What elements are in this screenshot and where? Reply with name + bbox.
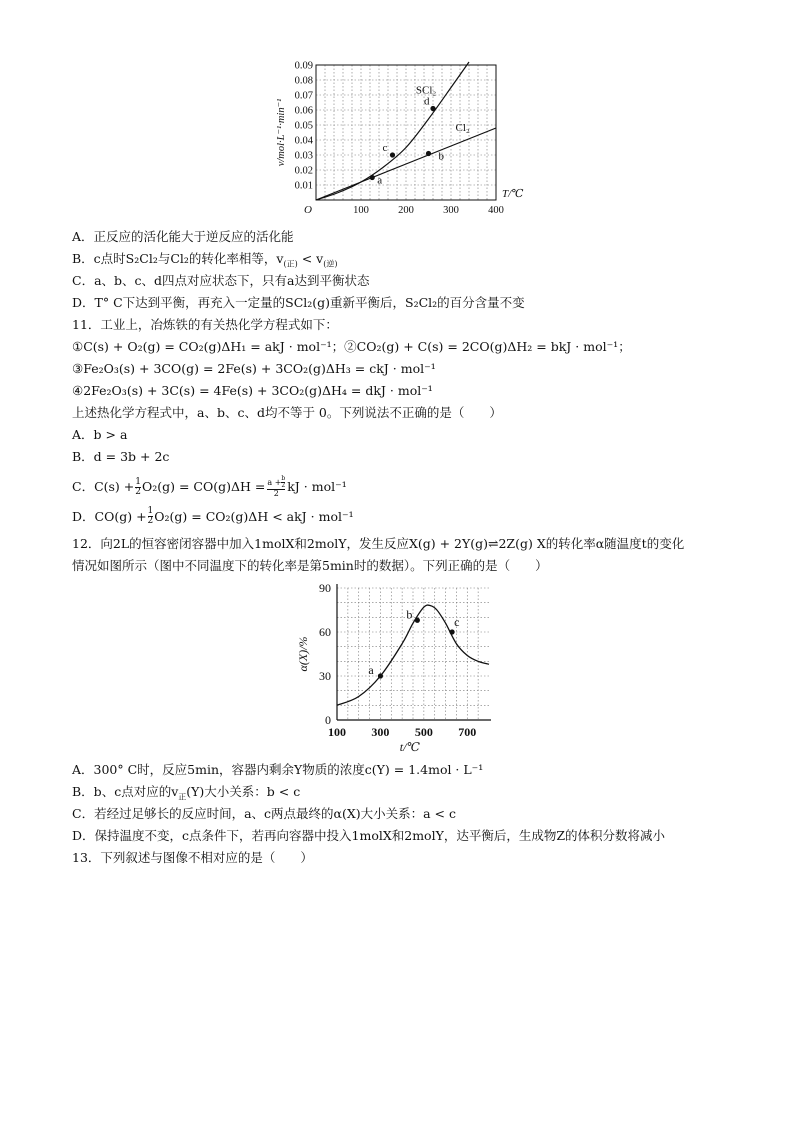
x-axis-label: t/℃ xyxy=(399,740,420,754)
x-tick-label: 100 xyxy=(328,725,346,739)
q13-stem: 13．下列叙述与图像不相对应的是（ ） xyxy=(72,850,313,865)
q10-sub-forward: (正) xyxy=(283,259,298,269)
x-axis-label: T/℃ xyxy=(502,188,524,200)
q12-option-a: A．300° C时，反应5min，容器内剩余Y物质的浓度c(Y) = 1.4mol · L⁻¹ xyxy=(72,762,484,777)
series-label-scl2: SCl₂ xyxy=(415,84,437,97)
q11-option-c xyxy=(72,476,347,498)
x-tick-label: 100 xyxy=(353,205,369,216)
y-tick-label: 0.07 xyxy=(294,90,313,102)
y-tick-label: 30 xyxy=(319,669,331,683)
q11-stem: 11．工业上，冶炼铁的有关热化学方程式如下： xyxy=(72,317,338,332)
y-axis-label: v/mol·L⁻¹·min⁻¹ xyxy=(276,98,287,167)
q11-option-d xyxy=(72,507,354,526)
y-tick-label: 0.06 xyxy=(294,105,313,117)
x-tick-label: 200 xyxy=(398,205,414,216)
q11-equation-4: ④2Fe₂O₃(s) + 3C(s) = 4Fe(s) + 3CO₂(g)ΔH₄ = dkJ · mol⁻¹ xyxy=(72,383,433,398)
fraction-numerator: 1 xyxy=(135,476,141,487)
nested-numerator: b xyxy=(281,475,286,482)
y-tick-label: 0.01 xyxy=(294,180,313,192)
rate-chart-svg xyxy=(270,55,540,225)
q11-question: 上述热化学方程式中，a、b、c、d均不等于 0。下列说法不正确的是（ ） xyxy=(72,405,502,420)
q10-option-d: D．T° C下达到平衡，再充入一定量的SCl₂(g)重新平衡后，S₂Cl₂的百分含量不变 xyxy=(72,295,525,310)
fraction-one-half-d xyxy=(148,507,154,526)
series-scl2-curve xyxy=(316,62,469,200)
x-tick-label: 300 xyxy=(443,205,459,216)
q11-option-d-start: D．CO(g) + xyxy=(72,508,147,524)
figure-conversion-vs-temperature xyxy=(285,580,500,758)
point-a-marker xyxy=(370,175,375,180)
point-b-label: b xyxy=(406,607,413,622)
y-axis-label: α(X)/% xyxy=(296,636,310,672)
y-tick-label: 90 xyxy=(319,581,331,595)
y-tick-label: 0.04 xyxy=(294,135,313,147)
q10-option-c: C．a、b、c、d四点对应状态下，只有a达到平衡状态 xyxy=(72,273,370,288)
fraction-denominator-d: 2 xyxy=(147,516,154,526)
conversion-chart-svg xyxy=(285,580,500,758)
q11-option-c-end: kJ · mol⁻¹ xyxy=(287,479,347,494)
point-c-marker xyxy=(390,152,395,157)
nested-denominator: 2 xyxy=(281,482,286,489)
q11-option-c-start: C．C(s) + xyxy=(72,479,135,494)
x-tick-label: 300 xyxy=(371,725,390,739)
q10-option-b-mid: < v xyxy=(297,251,324,266)
y-tick-label: 60 xyxy=(319,625,331,639)
x-tick-label: 700 xyxy=(458,725,477,739)
q12-option-b xyxy=(72,784,300,806)
y-tick-label: 0.08 xyxy=(294,75,313,87)
q10-option-b xyxy=(72,251,337,273)
fraction-denominator: 2 xyxy=(135,486,141,497)
fraction-a-plus-half-b xyxy=(267,476,285,498)
q10-sub-reverse: (逆) xyxy=(323,259,338,269)
point-d-label: d xyxy=(424,95,430,108)
q11-option-d-end: O₂(g) = CO₂(g)ΔH < akJ · mol⁻¹ xyxy=(154,508,354,524)
nested-fraction-b-over-2 xyxy=(281,476,285,489)
q12-option-b-text: B．b、c点对应的v xyxy=(72,784,179,799)
figure-rate-vs-temperature xyxy=(270,55,540,225)
y-tick-label: 0.09 xyxy=(294,60,313,72)
point-b-label: b xyxy=(438,150,444,163)
point-b-marker xyxy=(426,151,431,156)
q12-sub-forward: 正 xyxy=(178,792,187,802)
point-a-label: a xyxy=(377,174,383,187)
fraction-one-half xyxy=(135,478,141,497)
point-b-marker xyxy=(415,618,420,623)
point-c-label: c xyxy=(454,615,460,629)
point-a-marker xyxy=(378,673,383,678)
y-tick-label: 0.05 xyxy=(294,120,313,132)
q11-option-a: A．b > a xyxy=(72,427,128,442)
point-d-marker xyxy=(430,106,435,111)
q11-equation-3: ③Fe₂O₃(s) + 3CO(g) = 2Fe(s) + 3CO₂(g)ΔH₃ = ckJ · mol⁻¹ xyxy=(72,361,436,376)
q11-option-b: B．d = 3b + 2c xyxy=(72,449,170,464)
q12-stem-line1: 12．向2L的恒容密闭容器中加入1molX和2molY，发生反应X(g) + 2Y(g)⇌2Z(g) X的转化率α随温度t的变化 xyxy=(72,536,685,551)
fraction-numerator-complex xyxy=(267,476,285,489)
q10-option-a: A．正反应的活化能大于逆反应的活化能 xyxy=(72,229,294,244)
q11-option-c-mid: O₂(g) = CO(g)ΔH = xyxy=(141,479,266,494)
fraction-numerator-d: 1 xyxy=(147,506,154,516)
fraction-denominator-2: 2 xyxy=(267,489,285,498)
numerator-a-plus: a + xyxy=(267,477,282,487)
q12-option-c: C．若经过足够长的反应时间，a、c两点最终的α(X)大小关系：a < c xyxy=(72,806,456,821)
point-a-label: a xyxy=(368,663,374,677)
q12-stem-line2: 情况如图所示（图中不同温度下的转化率是第5min时的数据）。下列正确的是（ ） xyxy=(72,558,548,573)
q12-option-d: D．保持温度不变，c点条件下，若再向容器中投入1molX和2molY，达平衡后，生成物Z的体积分数将减小 xyxy=(72,828,666,843)
series-label-cl2: Cl₂ xyxy=(455,122,470,134)
x-tick-label: 400 xyxy=(488,205,504,216)
origin-label: O xyxy=(304,204,312,216)
x-tick-label: 500 xyxy=(414,725,433,739)
point-c-marker xyxy=(449,629,454,634)
point-c-label: c xyxy=(382,142,388,154)
q12-option-b-end: (Y)大小关系：b < c xyxy=(186,784,301,799)
q11-equation-1-2: ①C(s) + O₂(g) = CO₂(g)ΔH₁ = akJ · mol⁻¹；②CO₂(g) + C(s) = 2CO(g)ΔH₂ = bkJ · mol⁻¹； xyxy=(72,339,631,354)
origin-label: 0 xyxy=(325,713,331,727)
y-tick-label: 0.02 xyxy=(294,165,313,177)
q10-option-b-text: B．c点时S₂Cl₂与Cl₂的转化率相等，v xyxy=(72,251,284,266)
y-tick-label: 0.03 xyxy=(294,150,313,162)
